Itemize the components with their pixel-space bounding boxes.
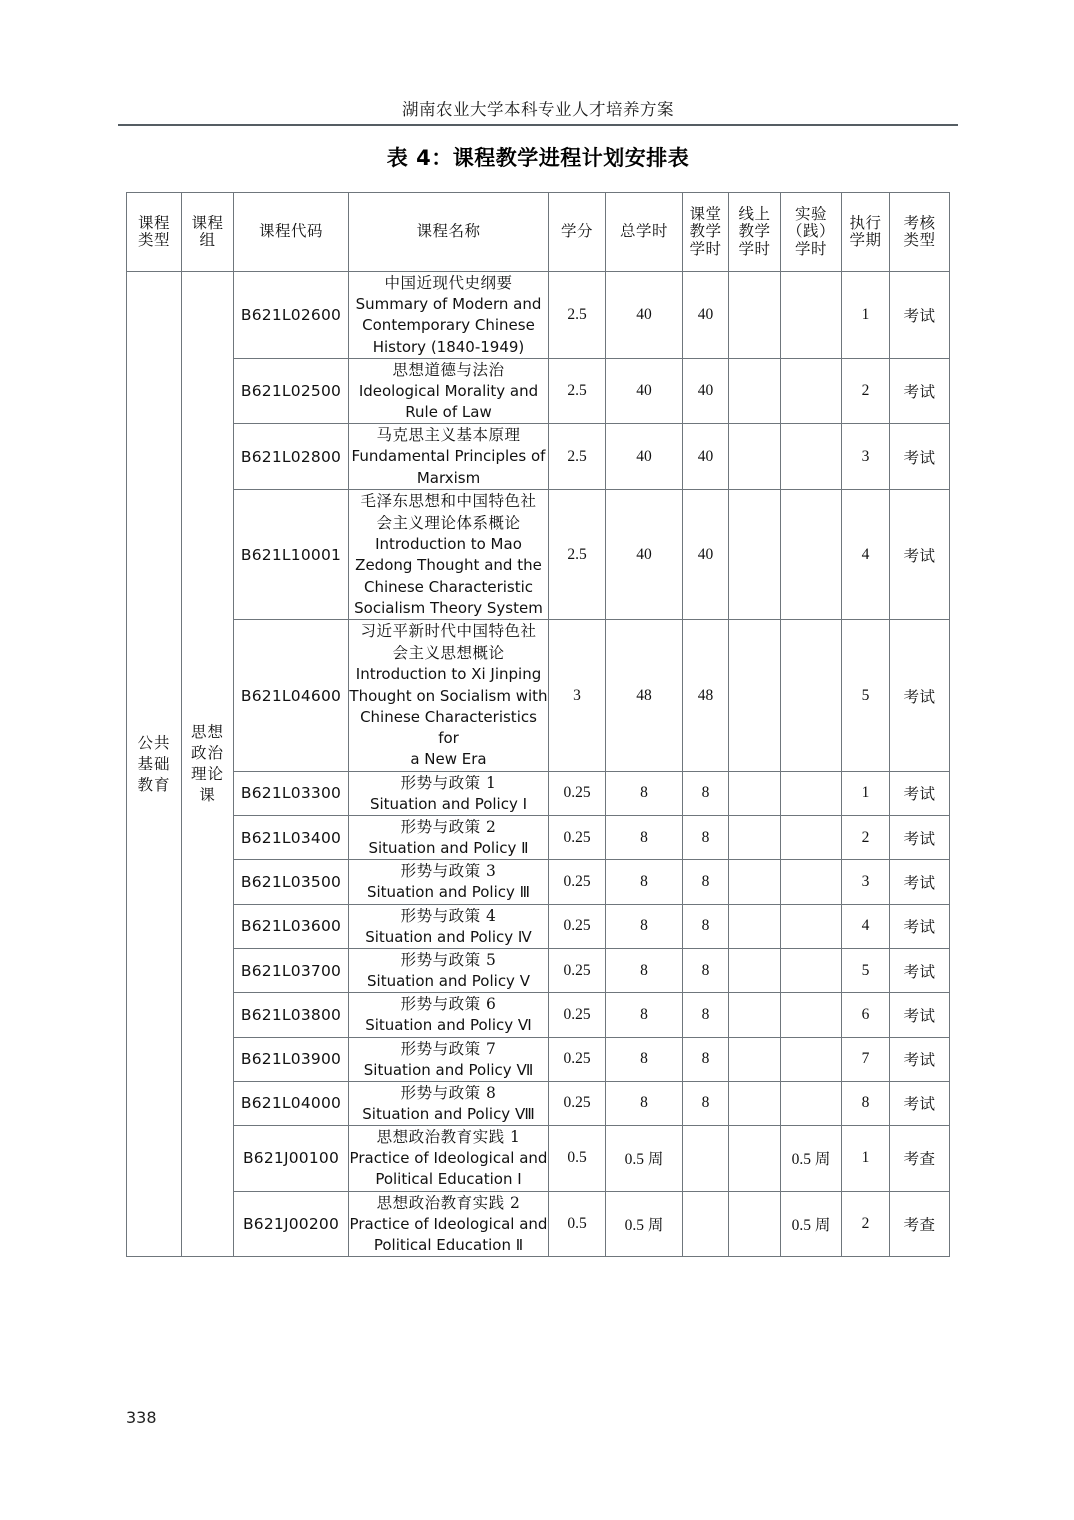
cell-total-hours: 8 (606, 771, 683, 815)
cell-credits: 0.25 (549, 816, 606, 860)
header-course-group-line-2: 组 (199, 231, 216, 249)
cell-total-hours: 40 (606, 424, 683, 490)
cell-assessment: 考试 (890, 948, 950, 992)
course-group-line: 理论 (190, 765, 224, 784)
cell-classroom-hours (683, 1126, 729, 1192)
cell-credits: 0.25 (549, 1037, 606, 1081)
cell-classroom-hours: 8 (683, 771, 729, 815)
cell-course-code: B621L02500 (234, 358, 349, 424)
cell-course-name (349, 272, 549, 359)
cell-credits: 0.25 (549, 860, 606, 904)
cell-total-hours: 0.5 周 (606, 1126, 683, 1192)
cell-course-code: B621L03300 (234, 771, 349, 815)
cell-course-code: B621L03800 (234, 993, 349, 1037)
cell-assessment: 考试 (890, 993, 950, 1037)
cell-assessment: 考试 (890, 771, 950, 815)
cell-assessment: 考试 (890, 1037, 950, 1081)
cell-experiment-hours (781, 1037, 842, 1081)
course-name-en: Situation and Policy Ⅲ (366, 883, 530, 902)
cell-assessment: 考试 (890, 904, 950, 948)
header-assessment (890, 193, 950, 272)
cell-online-hours (729, 904, 781, 948)
cell-classroom-hours: 48 (683, 620, 729, 771)
cell-classroom-hours: 8 (683, 904, 729, 948)
cell-credits: 0.5 (549, 1126, 606, 1192)
course-name-en: Thought on Socialism with (349, 686, 548, 705)
cell-assessment: 考试 (890, 860, 950, 904)
cell-classroom-hours (683, 1191, 729, 1257)
header-online-hours-line-3: 学时 (738, 239, 771, 258)
course-name-en: Marxism (416, 468, 481, 487)
cell-semester: 7 (842, 1037, 890, 1081)
course-name-en: Situation and Policy Ⅳ (365, 927, 532, 946)
course-name-en: Introduction to Mao (375, 535, 522, 554)
course-name-en: Fundamental Principles of (351, 447, 546, 466)
cell-course-code: B621J00100 (234, 1126, 349, 1192)
cell-total-hours: 8 (606, 904, 683, 948)
header-assessment-line-2: 类型 (903, 231, 936, 249)
cell-course-name (349, 816, 549, 860)
cell-assessment: 考试 (890, 358, 950, 424)
page-number: 338 (126, 1408, 157, 1427)
table-row (127, 424, 950, 490)
course-name-en: Practice of Ideological and (349, 1214, 548, 1233)
cell-experiment-hours: 0.5 周 (781, 1191, 842, 1257)
cell-course-name (349, 771, 549, 815)
cell-online-hours (729, 816, 781, 860)
cell-classroom-hours: 8 (683, 1081, 729, 1125)
course-name-en: Socialism Theory System (354, 598, 543, 617)
cell-course-group (182, 272, 234, 1257)
course-name-cn: 毛泽东思想和中国特色社 (360, 492, 537, 511)
header-course-type-line-2: 类型 (137, 231, 170, 249)
course-name-en: Ideological Morality and (358, 381, 539, 400)
header-semester-line-2: 学期 (849, 231, 882, 249)
table-row (127, 993, 950, 1037)
cell-semester: 3 (842, 424, 890, 490)
course-name-en: Political Education Ⅰ (375, 1170, 522, 1189)
course-name-cn: 习近平新时代中国特色社 (360, 622, 537, 641)
table-row (127, 948, 950, 992)
cell-course-code: B621L04000 (234, 1081, 349, 1125)
cell-semester: 2 (842, 1191, 890, 1257)
header-classroom-hours-line-1: 课堂 (689, 204, 722, 223)
course-schedule-table (126, 192, 950, 1257)
course-name-cn: 形势与政策 7 (400, 1039, 497, 1058)
table-row (127, 1037, 950, 1081)
cell-online-hours (729, 1191, 781, 1257)
cell-online-hours (729, 620, 781, 771)
course-name-en: Situation and Policy Ⅵ (365, 1016, 532, 1035)
table-row (127, 1126, 950, 1192)
cell-assessment: 考查 (890, 1191, 950, 1257)
cell-classroom-hours: 8 (683, 993, 729, 1037)
cell-experiment-hours (781, 424, 842, 490)
table-row (127, 816, 950, 860)
cell-online-hours (729, 272, 781, 359)
cell-experiment-hours (781, 620, 842, 771)
table-row (127, 620, 950, 771)
cell-course-code: B621L02800 (234, 424, 349, 490)
header-classroom-hours-line-3: 学时 (689, 239, 722, 258)
running-header: 湖南农业大学本科专业人才培养方案 (402, 100, 674, 119)
cell-semester: 1 (842, 1126, 890, 1192)
course-name-cn: 形势与政策 6 (400, 995, 497, 1014)
header-classroom-hours (683, 193, 729, 272)
header-online-hours (729, 193, 781, 272)
cell-course-name (349, 948, 549, 992)
cell-experiment-hours (781, 816, 842, 860)
course-name-cn: 会主义思想概论 (392, 644, 505, 663)
cell-online-hours (729, 860, 781, 904)
table-row (127, 490, 950, 620)
cell-semester: 1 (842, 771, 890, 815)
course-name-en: Practice of Ideological and (349, 1149, 548, 1168)
header-course-code: 课程代码 (234, 193, 349, 272)
course-name-cn: 形势与政策 8 (400, 1083, 497, 1102)
cell-classroom-hours: 40 (683, 424, 729, 490)
course-name-en: Chinese Characteristic (363, 577, 534, 596)
table-row (127, 771, 950, 815)
cell-experiment-hours (781, 358, 842, 424)
cell-assessment: 考试 (890, 1081, 950, 1125)
cell-course-name (349, 860, 549, 904)
cell-course-name (349, 620, 549, 771)
cell-course-code: B621L03900 (234, 1037, 349, 1081)
cell-online-hours (729, 1126, 781, 1192)
cell-credits: 0.25 (549, 1081, 606, 1125)
cell-course-code: B621L04600 (234, 620, 349, 771)
cell-semester: 3 (842, 860, 890, 904)
course-name-en: Political Education Ⅱ (373, 1236, 524, 1255)
cell-credits: 2.5 (549, 424, 606, 490)
cell-semester: 2 (842, 358, 890, 424)
course-name-cn: 思想政治教育实践 2 (376, 1193, 521, 1212)
header-classroom-hours-line-2: 教学 (689, 222, 722, 241)
course-name-en: Chinese Characteristics for (360, 707, 537, 748)
course-name-cn: 会主义理论体系概论 (376, 514, 521, 533)
cell-assessment: 考试 (890, 490, 950, 620)
table-row (127, 1191, 950, 1257)
course-name-cn: 中国近现代史纲要 (384, 274, 513, 292)
course-name-en: Situation and Policy Ⅰ (369, 794, 528, 813)
cell-classroom-hours: 8 (683, 948, 729, 992)
course-name-cn: 形势与政策 5 (400, 950, 497, 969)
header-credits: 学分 (549, 193, 606, 272)
cell-classroom-hours: 40 (683, 272, 729, 359)
cell-semester: 6 (842, 993, 890, 1037)
header-experiment-hours-line-2: （践） (786, 222, 835, 241)
cell-total-hours: 8 (606, 1037, 683, 1081)
cell-online-hours (729, 358, 781, 424)
cell-semester: 2 (842, 816, 890, 860)
cell-semester: 1 (842, 272, 890, 359)
cell-total-hours: 40 (606, 272, 683, 359)
cell-course-name (349, 358, 549, 424)
table-row (127, 272, 950, 359)
course-name-cn: 形势与政策 2 (400, 818, 497, 837)
cell-assessment: 考试 (890, 272, 950, 359)
cell-course-name (349, 490, 549, 620)
cell-online-hours (729, 1081, 781, 1125)
cell-course-type (127, 272, 182, 1257)
cell-assessment: 考试 (890, 424, 950, 490)
course-name-en: Situation and Policy Ⅷ (362, 1104, 535, 1123)
course-group-line: 思想 (190, 723, 224, 742)
course-group-line: 政治 (190, 744, 224, 763)
course-name-en: History (1840-1949) (372, 337, 525, 356)
table-row (127, 860, 950, 904)
cell-online-hours (729, 1037, 781, 1081)
cell-total-hours: 8 (606, 993, 683, 1037)
header-course-group (182, 193, 234, 272)
cell-classroom-hours: 8 (683, 860, 729, 904)
header-divider (118, 124, 958, 126)
header-semester-line-1: 执行 (849, 213, 882, 232)
course-table-container (126, 192, 949, 1257)
cell-course-code: B621L10001 (234, 490, 349, 620)
cell-total-hours: 40 (606, 490, 683, 620)
cell-experiment-hours (781, 904, 842, 948)
cell-online-hours (729, 424, 781, 490)
course-name-cn: 形势与政策 3 (400, 862, 497, 881)
cell-course-name (349, 1191, 549, 1257)
header-semester (842, 193, 890, 272)
cell-course-code: B621L03500 (234, 860, 349, 904)
cell-credits: 3 (549, 620, 606, 771)
cell-total-hours: 48 (606, 620, 683, 771)
table-row (127, 358, 950, 424)
cell-course-name (349, 424, 549, 490)
cell-course-name (349, 904, 549, 948)
course-name-en: Situation and Policy Ⅶ (363, 1060, 534, 1079)
cell-experiment-hours (781, 272, 842, 359)
cell-online-hours (729, 771, 781, 815)
cell-total-hours: 8 (606, 948, 683, 992)
cell-online-hours (729, 948, 781, 992)
cell-classroom-hours: 8 (683, 1037, 729, 1081)
cell-course-code: B621J00200 (234, 1191, 349, 1257)
course-name-en: Contemporary Chinese (362, 316, 535, 335)
course-name-cn: 思想政治教育实践 1 (376, 1128, 521, 1147)
cell-course-code: B621L03600 (234, 904, 349, 948)
header-course-name: 课程名称 (349, 193, 549, 272)
cell-credits: 0.25 (549, 771, 606, 815)
course-name-cn: 形势与政策 4 (400, 906, 497, 925)
header-course-type (127, 193, 182, 272)
cell-credits: 0.5 (549, 1191, 606, 1257)
header-experiment-hours-line-3: 学时 (794, 239, 827, 258)
cell-total-hours: 0.5 周 (606, 1191, 683, 1257)
cell-online-hours (729, 993, 781, 1037)
header-course-group-line-1: 课程 (191, 213, 224, 232)
course-name-en: Situation and Policy Ⅱ (368, 839, 529, 858)
cell-semester: 5 (842, 620, 890, 771)
cell-credits: 2.5 (549, 490, 606, 620)
cell-assessment: 考试 (890, 816, 950, 860)
cell-experiment-hours: 0.5 周 (781, 1126, 842, 1192)
cell-classroom-hours: 40 (683, 490, 729, 620)
header-course-type-line-1: 课程 (137, 213, 170, 232)
cell-credits: 0.25 (549, 993, 606, 1037)
table-row (127, 904, 950, 948)
cell-experiment-hours (781, 490, 842, 620)
cell-experiment-hours (781, 948, 842, 992)
cell-course-code: B621L03400 (234, 816, 349, 860)
cell-course-name (349, 1037, 549, 1081)
header-experiment-hours (781, 193, 842, 272)
course-name-cn: 马克思主义基本原理 (376, 426, 521, 445)
cell-credits: 0.25 (549, 904, 606, 948)
cell-classroom-hours: 40 (683, 358, 729, 424)
cell-semester: 4 (842, 904, 890, 948)
cell-total-hours: 8 (606, 816, 683, 860)
cell-classroom-hours: 8 (683, 816, 729, 860)
header-assessment-line-1: 考核 (903, 213, 936, 232)
cell-credits: 2.5 (549, 272, 606, 359)
course-group-line: 课 (199, 786, 216, 805)
cell-course-code: B621L02600 (234, 272, 349, 359)
cell-semester: 8 (842, 1081, 890, 1125)
cell-experiment-hours (781, 860, 842, 904)
cell-credits: 0.25 (549, 948, 606, 992)
cell-total-hours: 8 (606, 860, 683, 904)
cell-course-name (349, 1126, 549, 1192)
course-name-en: Situation and Policy Ⅴ (367, 971, 530, 990)
cell-course-name (349, 993, 549, 1037)
cell-assessment: 考试 (890, 620, 950, 771)
cell-credits: 2.5 (549, 358, 606, 424)
cell-course-name (349, 1081, 549, 1125)
cell-semester: 4 (842, 490, 890, 620)
course-type-line: 基础 (137, 754, 171, 773)
header-online-hours-line-1: 线上 (738, 204, 771, 223)
table-header-row (127, 193, 950, 272)
table-caption: 表 4：课程教学进程计划安排表 (386, 146, 690, 170)
course-type-line: 教育 (137, 775, 171, 794)
course-name-cn: 思想道德与法治 (392, 360, 505, 379)
cell-assessment: 考查 (890, 1126, 950, 1192)
cell-total-hours: 40 (606, 358, 683, 424)
cell-semester: 5 (842, 948, 890, 992)
cell-online-hours (729, 490, 781, 620)
cell-course-code: B621L03700 (234, 948, 349, 992)
table-row (127, 1081, 950, 1125)
cell-total-hours: 8 (606, 1081, 683, 1125)
cell-experiment-hours (781, 771, 842, 815)
cell-experiment-hours (781, 1081, 842, 1125)
table-body (127, 272, 950, 1257)
course-name-cn: 形势与政策 1 (400, 773, 497, 792)
course-name-en: Summary of Modern and (355, 295, 542, 313)
course-name-en: a New Era (410, 750, 487, 769)
course-type-line: 公共 (137, 733, 171, 752)
course-name-en: Introduction to Xi Jinping (355, 665, 542, 684)
course-name-en: Zedong Thought and the (355, 556, 542, 575)
cell-experiment-hours (781, 993, 842, 1037)
header-online-hours-line-2: 教学 (738, 222, 771, 241)
course-name-en: Rule of Law (405, 403, 492, 422)
header-total-hours: 总学时 (606, 193, 683, 272)
header-experiment-hours-line-1: 实验 (794, 204, 827, 223)
